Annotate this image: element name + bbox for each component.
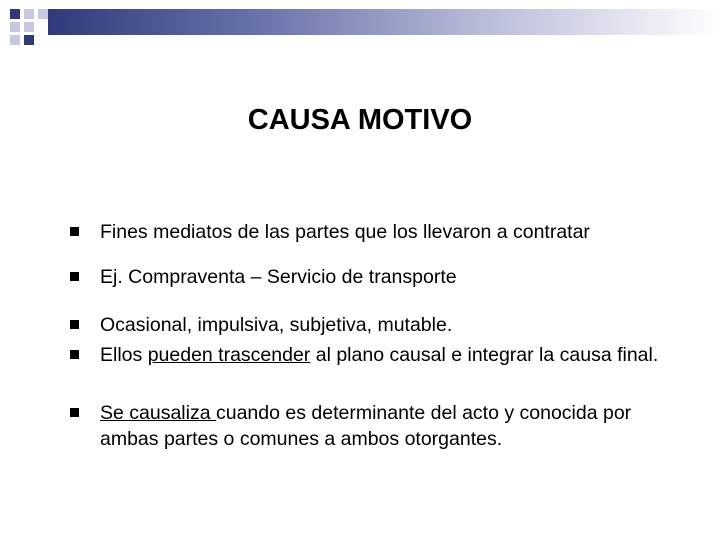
decor-square [10, 22, 20, 32]
bullet-icon [70, 227, 79, 236]
bullet-text-end: cuando es determinante del acto y conocida por ambas partes o comunes a ambos otorgantes. [100, 402, 632, 450]
gradient-bar [48, 9, 720, 35]
header-decoration [0, 0, 720, 60]
decor-square [38, 9, 48, 19]
underlined-phrase: pueden trascender [147, 344, 311, 366]
decor-square [24, 22, 34, 32]
bullet-icon [70, 320, 79, 329]
bullet-text: Ej. Compraventa – Servicio de transporte [100, 266, 457, 288]
slide-title: CAUSA MOTIVO [247, 104, 473, 136]
bullet-text-end: al plano causal e integrar la causa final. [310, 344, 659, 366]
bullet-icon [70, 408, 79, 417]
bullet-icon [70, 350, 79, 359]
bullet-text [100, 400, 660, 452]
bullet-text [100, 342, 660, 368]
underlined-phrase: Se causaliza [100, 402, 216, 424]
bullet-text: Ocasional, impulsiva, subjetiva, mutable. [100, 314, 453, 336]
bullet-text: Fines mediatos de las partes que los llevaron a contratar [100, 221, 590, 243]
decor-square [10, 35, 20, 45]
bullet-text-start: Ellos [100, 344, 148, 366]
decor-square [24, 9, 34, 19]
bullet-icon [70, 272, 79, 281]
decor-square [24, 35, 34, 45]
decor-square [10, 9, 20, 19]
